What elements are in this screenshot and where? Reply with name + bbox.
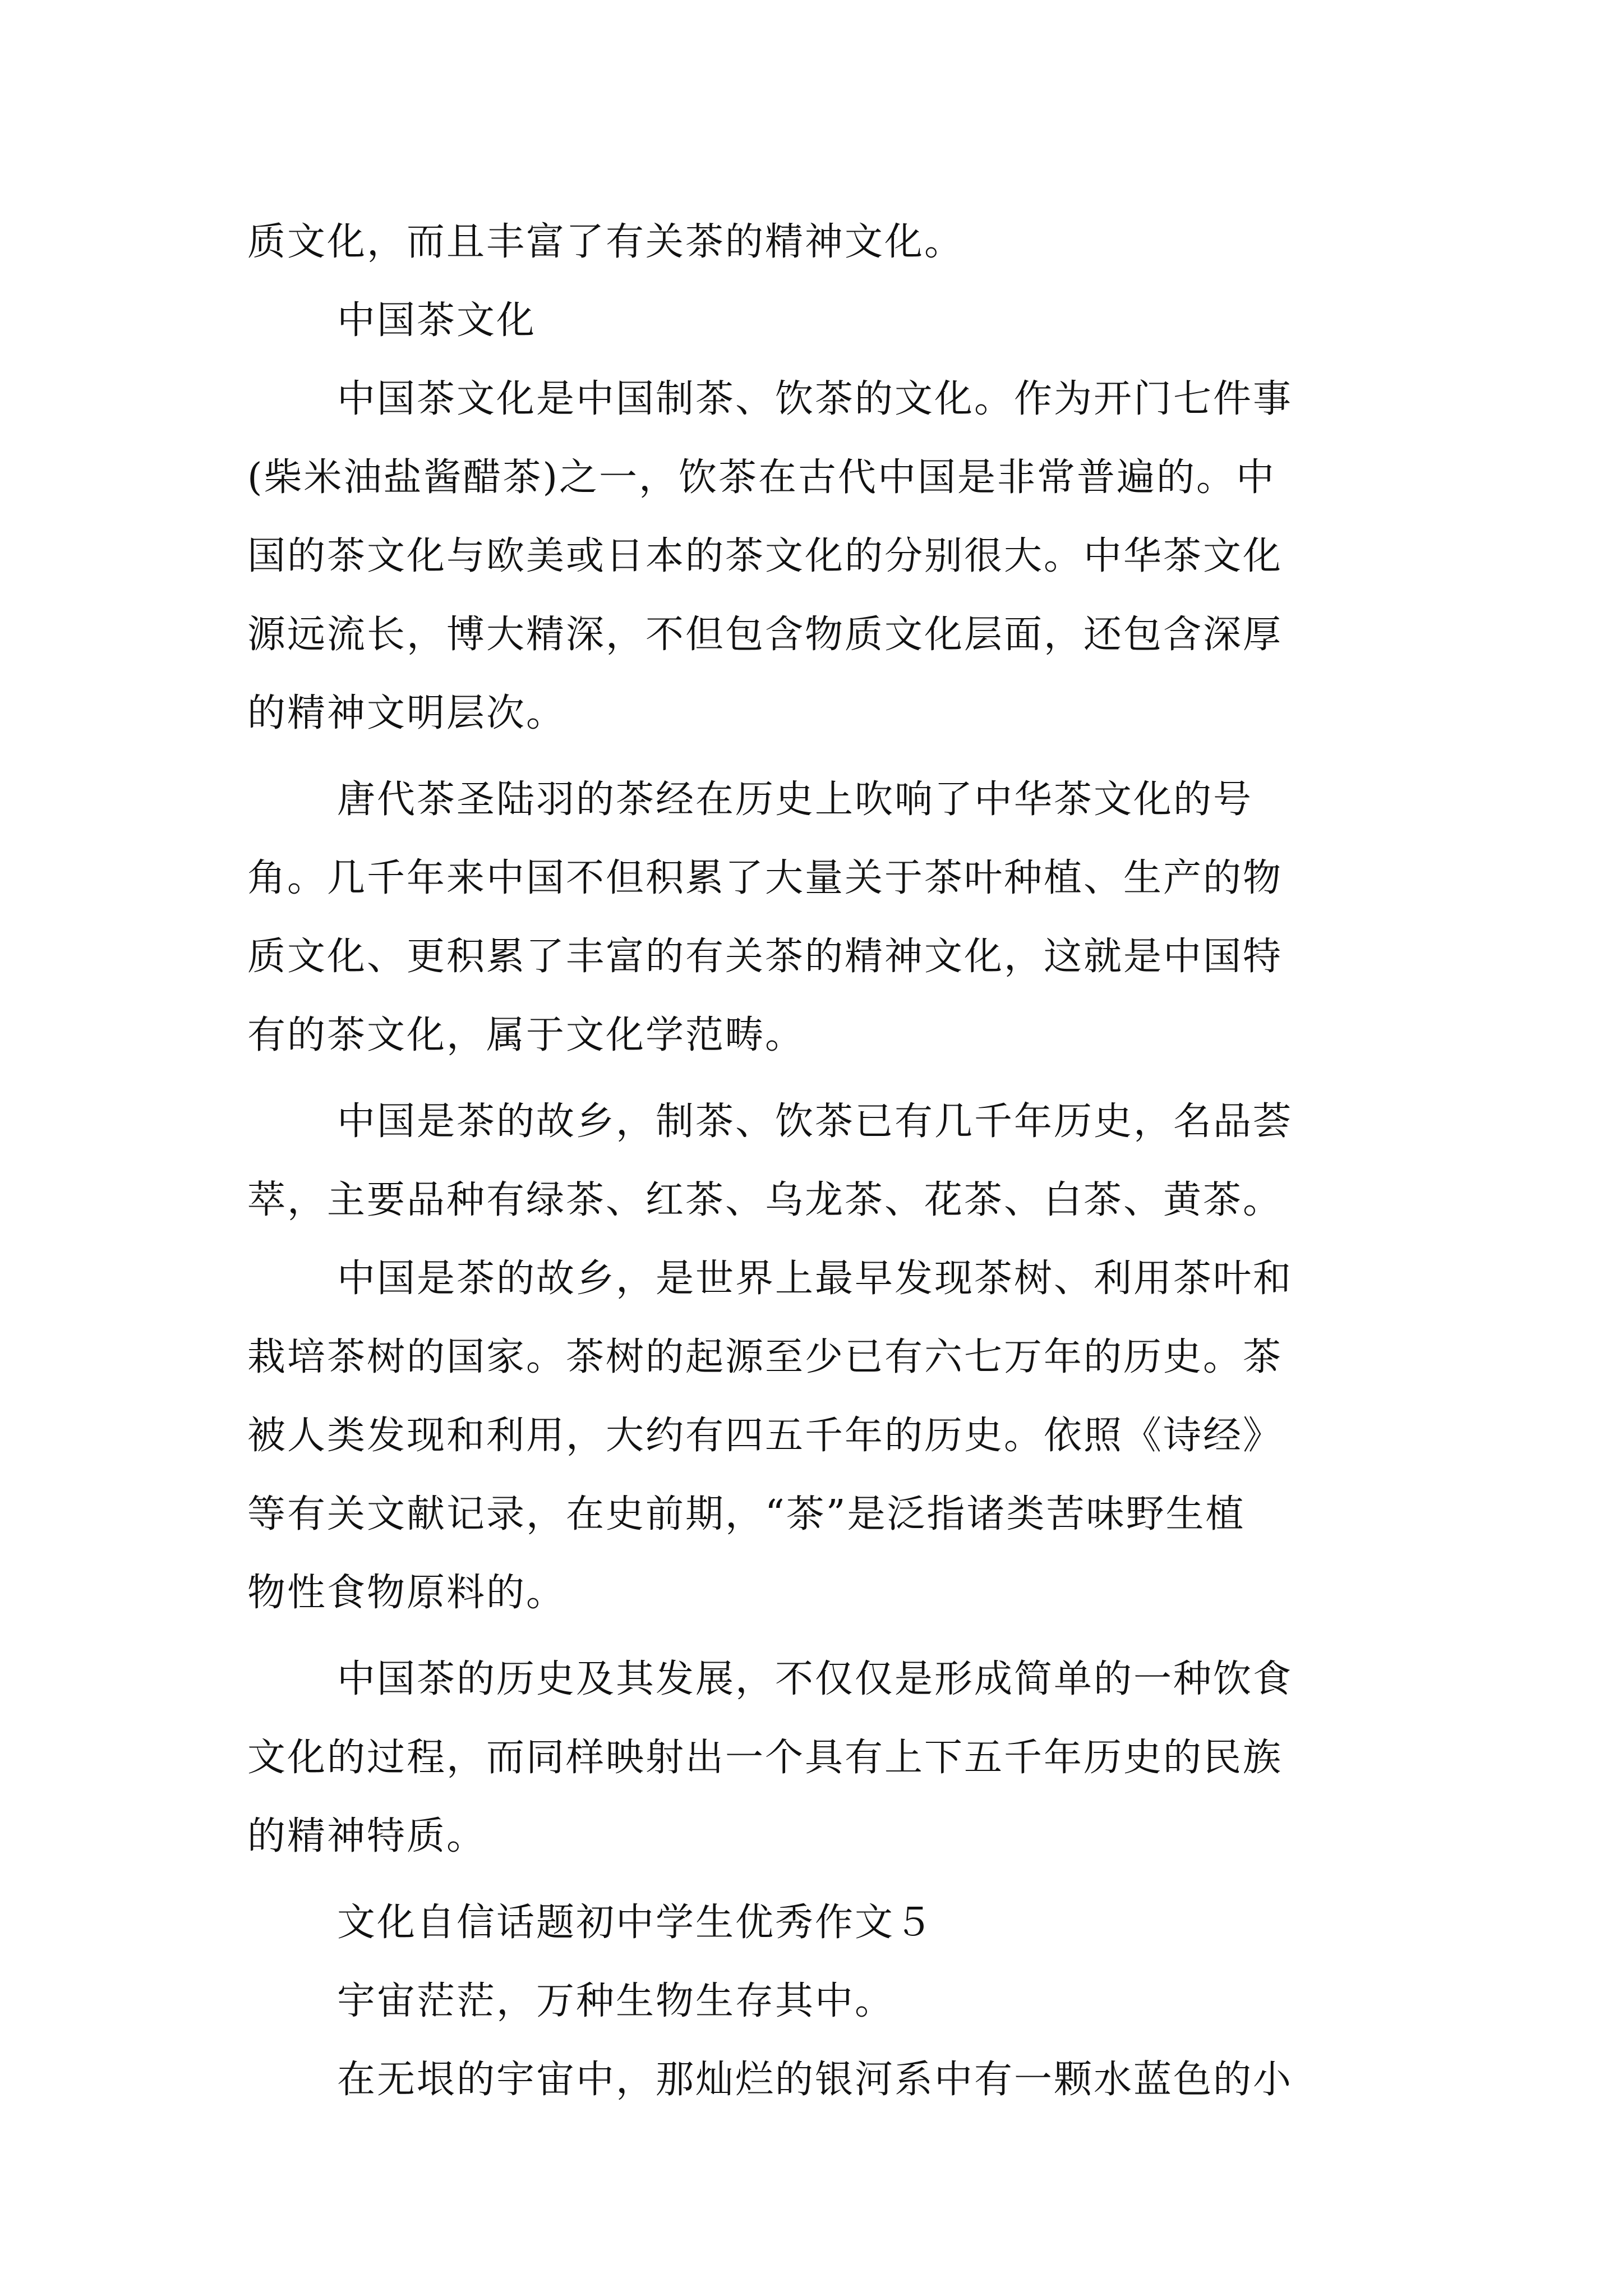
text-line: 中国是茶的故乡，是世界上最早发现茶树、利用茶叶和 [337, 1257, 1293, 1301]
text-line: 质文化，而且丰富了有关茶的精神文化。 [247, 220, 965, 264]
text-line: 萃，主要品种有绿茶、红茶、乌龙茶、花茶、白茶、黄茶。 [247, 1178, 1283, 1222]
essay-title [247, 1884, 1391, 1962]
paragraph [247, 360, 1391, 753]
text-line: 唐代茶圣陆羽的茶经在历史上吹响了中华茶文化的号 [337, 777, 1253, 822]
text-line: 宇宙茫茫，万种生物生存其中。 [337, 1979, 895, 2023]
text-line: 源远流长，博大精深，不但包含物质文化层面，还包含深厚 [247, 613, 1283, 657]
document-body [247, 203, 1391, 2119]
text-line: 角。几千年来中国不但积累了大量关于茶叶种植、生产的物 [247, 856, 1283, 900]
text-line: 的精神特质。 [247, 1814, 487, 1858]
text-line: 中国茶的历史及其发展，不仅仅是形成简单的一种饮食 [337, 1657, 1293, 1701]
text-line: 在无垠的宇宙中，那灿烂的银河系中有一颗水蓝色的小 [337, 2058, 1293, 2102]
text-line: (柴米油盐酱醋茶)之一，饮茶在古代中国是非常普遍的。中 [247, 455, 1276, 500]
paragraph [247, 1640, 1391, 1876]
text-line: 质文化、更积累了丰富的有关茶的精神文化，这就是中国特 [247, 935, 1283, 979]
paragraph [247, 2041, 1391, 2119]
paragraph [247, 1240, 1391, 1632]
text-line: 物性食物原料的。 [247, 1571, 566, 1615]
text-line: 中国是茶的故乡，制茶、饮茶已有几千年历史，名品荟 [337, 1099, 1293, 1144]
text-line: 等有关文献记录，在史前期，“茶”是泛指诸类苦味野生植 [247, 1492, 1246, 1536]
text-line: 有的茶文化，属于文化学范畴。 [247, 1013, 805, 1057]
text-line: 文化自信话题初中学生优秀作文５ [337, 1901, 935, 1945]
text-line: 国的茶文化与欧美或日本的茶文化的分别很大。中华茶文化 [247, 534, 1283, 578]
text-line: 的精神文明层次。 [247, 691, 566, 735]
text-line: 文化的过程，而同样映射出一个具有上下五千年历史的民族 [247, 1736, 1283, 1780]
text-line: 中国茶文化是中国制茶、饮茶的文化。作为开门七件事 [337, 377, 1293, 421]
paragraph-continuation [247, 203, 1391, 282]
text-line: 中国茶文化 [337, 298, 537, 343]
paragraph [247, 1083, 1391, 1240]
section-heading [247, 282, 1391, 360]
paragraph [247, 761, 1391, 1075]
text-line: 被人类发现和利用，大约有四五千年的历史。依照《诗经》 [247, 1414, 1283, 1458]
paragraph [247, 1962, 1391, 2041]
text-line: 栽培茶树的国家。茶树的起源至少已有六七万年的历史。茶 [247, 1335, 1283, 1379]
